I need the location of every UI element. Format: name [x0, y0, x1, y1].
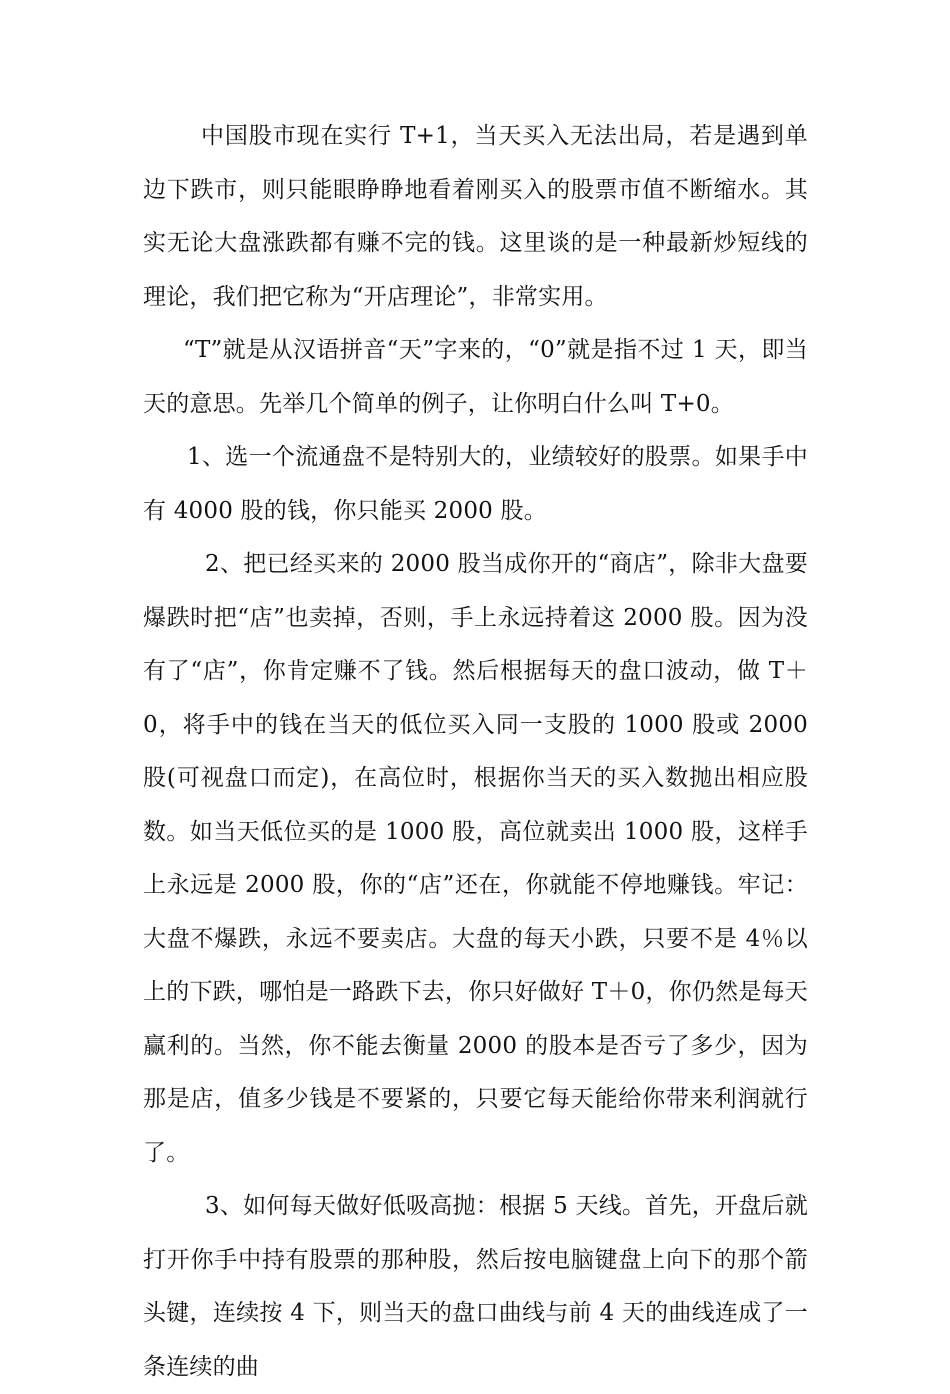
- paragraph-intro: 中国股市现在实行 T+1，当天买入无法出局，若是遇到单边下跌市，则只能眼睁睁地看着刚买入的股票市值不断缩水。其实无论大盘涨跌都有赚不完的钱。这里谈的是一种最新炒短线的理论，我们把它称为“开店理论”，非常实用。: [143, 123, 808, 310]
- paragraph-step-2: 2、把已经买来的 2000 股当成你开的“商店”，除非大盘要爆跌时把“店”也卖掉，否则，手上永远持着这 2000 股。因为没有了“店”，你肯定赚不了钱。然后根据每天的盘口波动，做 T＋0，将手中的钱在当天的低位买入同一支股的 1000 股或 2000 股(可视盘口而定)，在高位时，根据你当天的买入数抛出相应股数。如当天低位买的是 1000 股，高位就卖出 1000 股，这样手上永远是 2000 股，你的“店”还在，你就能不停地赚钱。牢记：大盘不爆跌，永远不要卖店。大盘的每天小跌，只要不是 4％以上的下跌，哪怕是一路跌下去，你只好做好 T＋0，你仍然是每天赢利的。当然，你不能去衡量 2000 的股本是否亏了多少，因为那是店，值多少钱是不要紧的，只要它每天能给你带来利润就行了。: [143, 551, 808, 1166]
- document-body: [143, 110, 808, 1394]
- paragraph-step-1: 1、选一个流通盘不是特别大的，业绩较好的股票。如果手中有 4000 股的钱，你只能买 2000 股。: [143, 444, 808, 524]
- paragraph-step-3: 3、如何每天做好低吸高抛：根据 5 天线。首先，开盘后就打开你手中持有股票的那种股，然后按电脑键盘上向下的那个箭头键，连续按 4 下，则当天的盘口曲线与前 4 天的曲线连成了一条连续的曲: [143, 1193, 808, 1380]
- paragraph-t-plus-zero-definition: “T”就是从汉语拼音“天”字来的，“0”就是指不过 1 天，即当天的意思。先举几个简单的例子，让你明白什么叫 T+0。: [143, 337, 808, 417]
